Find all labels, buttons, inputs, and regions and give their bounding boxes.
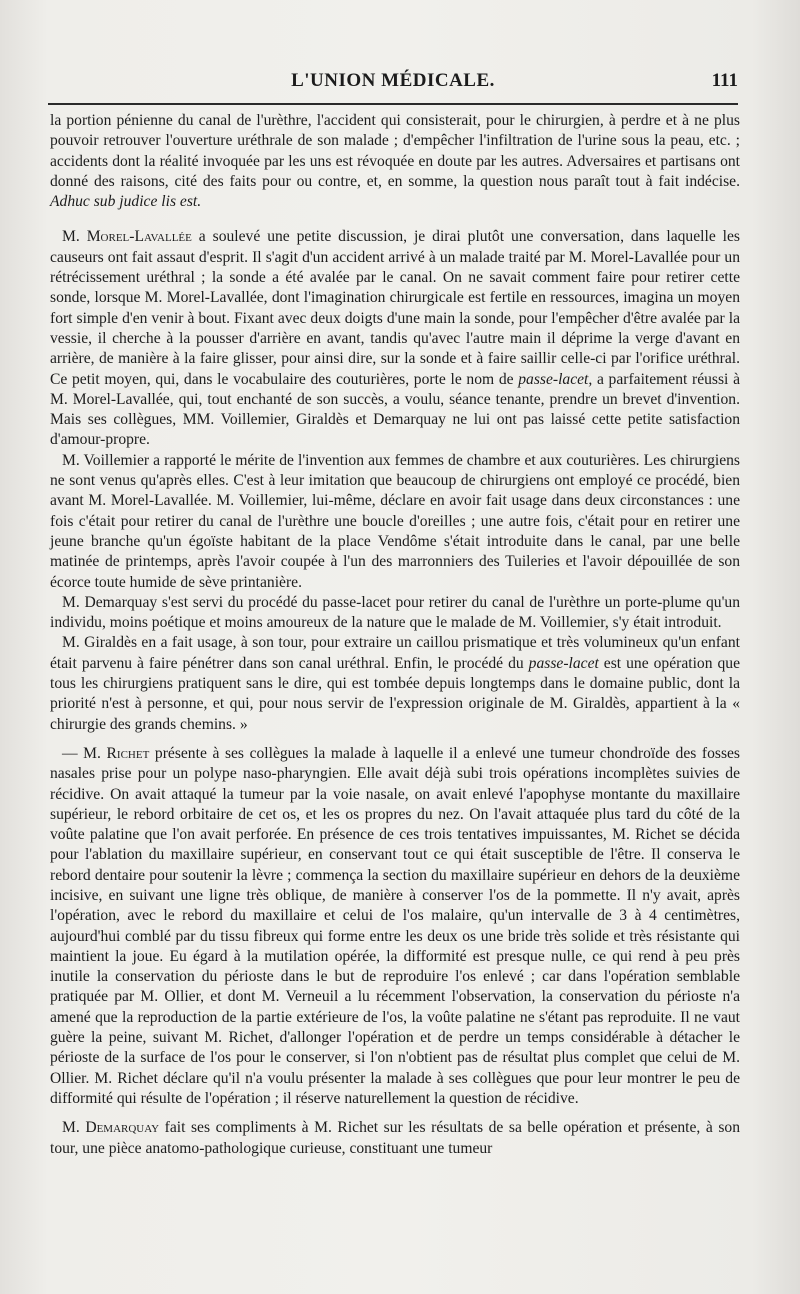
paragraph bbox=[50, 111, 740, 212]
text-segment: a soulevé une petite discussion, je dirai plutôt une conversation, dans laquelle les causeurs ont fait assaut d'esprit. Il s'agit d'un accident arrivé à un malade traité par M. Morel-Lavallée pour un rétrécissement uréthral ; la sonde a été avalée par le canal. On ne savait comment faire pour retirer cette sonde, lorsque M. Morel-Lavallée, dont l'imagination chirurgicale est fertile en ressources, imagina un moyen fort simple d'en venir à bout. Fixant avec deux doigts d'une main la sonde, pour l'empêcher d'être avalée par la vessie, il cherche à la pousser d'arrière en avant, tandis qu'avec l'autre main il déprime la verge d'avant en arrière, de manière à la faire glisser, pour ainsi dire, sur la sonde et à faire saillir celle-ci par l'orifice uréthral. Ce petit moyen, qui, dans le vocabulaire des couturières, porte le nom de bbox=[50, 228, 740, 388]
text-segment: la portion pénienne du canal de l'urèthre, l'accident qui consisterait, pour le chirurgien, à perdre et à ne plus pouvoir retrouver l'ouverture uréthrale de son malade ; d'empêcher l'infiltration de l'urine sous la peau, etc. ; accidents dont la réalité invoquée par les uns est révoquée en doute par les autres. Adversaires et partisans ont donné des raisons, cité des faits pour ou contre, et, en somme, la question nous paraît tout à fait indécise. bbox=[50, 112, 740, 190]
text-segment: — M. bbox=[62, 744, 107, 762]
text-segment: M. bbox=[62, 1119, 86, 1137]
text-segment: présente à ses collègues la malade à laquelle il a enlevé une tumeur chondroïde des fosses nasales prise pour un polype naso-pharyngien. Elle avait déjà subi trois opérations incomplètes suivies de récidive. On avait attaqué la tumeur par la voie nasale, on avait enlevé l'apophyse montante du maxillaire supérieur, le rebord orbitaire de cet os, et les os propres du nez. On l'avait attaquée plus tard du côté de la voûte palatine que l'on avait perforée. En présence de ces trois tentatives impuissantes, M. Richet se décida pour l'ablation du maxillaire supérieur, en conservant tout ce qui était susceptible de l'être. Il conserva le rebord dentaire pour soutenir la lèvre ; commença la section du maxillaire supérieur en dehors de la deuxième incisive, en suivant une ligne très oblique, de manière à conserver l'os de la pommette. Il n'y avait, après l'opération, avec le rebord du maxillaire et celui de l'os malaire, qu'un intervalle de 3 à 4 centimètres, aujourd'hui comblé par du tissu fibreux qui forme entre les deux os une bride très solide et très résistante qui maintient la joue. Eu égard à la mutilation opérée, la difformité est presque nulle, ce qui rend à peu près inutile la conservation du périoste dans le but de reproduire l'os enlevé ; car dans l'opération semblable pratiquée par M. Ollier, et dont M. Verneuil a lu récemment l'observation, la conservation du périoste n'a amené que la reproduction de la partie extérieure de l'os, la voûte palatine ne s'étant pas reproduite. Il ne vaut guère la peine, suivant M. Richet, d'allonger l'opération et de perdre un temps considérable à détacher le périoste de la surface de l'os pour le conserver, si l'on n'obtient pas de résultat plus complet que celui de M. Ollier. M. Richet déclare qu'il n'a voulu présenter la malade à ses collègues que pour leur montrer le peu de difformité qui résulte de l'opération ; il réserve naturellement la question de récidive. bbox=[50, 744, 741, 1107]
italic-text: passe-lacet bbox=[528, 654, 599, 672]
running-header bbox=[48, 70, 738, 100]
header-rule bbox=[48, 103, 738, 105]
journal-title: L'UNION MÉDICALE. bbox=[291, 70, 495, 91]
paragraph bbox=[50, 451, 740, 593]
text-segment: fait ses compliments à M. Richet sur les résultats de sa belle opération et présente, à son tour, une pièce anatomo-pathologique curieuse, constituant une tumeur bbox=[50, 1119, 740, 1157]
article-body bbox=[50, 111, 740, 1159]
paragraph bbox=[50, 633, 740, 734]
italic-text: passe-lacet, bbox=[518, 370, 593, 388]
page-number: 111 bbox=[711, 70, 738, 91]
text-segment: a parfaitement réussi à M. Morel-Lavallée, qui, tout enchanté de son succès, a voulu, séance tenante, prendre un brevet d'invention. Mais ses collègues, MM. Voillemier, Giraldès et Demarquay ne lui ont pas laissé cette petite satisfaction d'amour-propre. bbox=[50, 370, 740, 449]
speaker-name: Morel-Lavallée bbox=[86, 228, 192, 246]
paragraph bbox=[50, 593, 740, 634]
text-segment: est une opération que tous les chirurgiens pratiquent sans le dire, qui est tombée depuis longtemps dans le domaine public, dont la priorité n'est à personne, et qui, pour nous servir de l'expression originale de M. Giraldès, appartient à la « chirurgie des grands chemins. » bbox=[50, 654, 741, 733]
text-segment: M. bbox=[62, 228, 87, 246]
paragraph bbox=[50, 227, 740, 450]
text-segment: M. Demarquay s'est servi du procédé du passe-lacet pour retirer du canal de l'urèthre un porte-plume qu'un individu, moins poétique et moins amoureux de la nature que le malade de M. Voillemier, s'y était introduit. bbox=[50, 593, 740, 632]
speaker-name: Richet bbox=[106, 744, 150, 762]
text-segment: M. Voillemier a rapporté le mérite de l'invention aux femmes de chambre et aux couturières. Les chirurgiens ne sont venus qu'après elles. C'est à leur imitation que beaucoup de chirurgiens ont employé ce procédé, bien avant M. Morel-Lavallée. M. Voillemier, lui-même, déclare en avoir fait usage dans deux circonstances : une fois c'était pour retirer du canal de l'urèthre une boucle d'oreilles ; une autre fois, c'était pour en retirer une jeune branche qu'un égoïste habitant de la place Vendôme s'était introduite dans le canal, par une belle matinée de printemps, après l'avoir coupée à l'un des marronniers des Tuileries et l'avoir dépouillée de son écorce toute humide de sève printanière. bbox=[50, 451, 740, 591]
italic-text: Adhuc sub judice lis est. bbox=[50, 193, 202, 211]
text-segment: M. Giraldès en a fait usage, à son tour, pour extraire un caillou prismatique et très volumineux qu'un enfant était parvenu à faire pénétrer dans son canal uréthral. Enfin, le procédé du bbox=[50, 634, 740, 672]
paragraph bbox=[50, 744, 740, 1109]
paragraph bbox=[50, 1118, 740, 1159]
speaker-name: Demarquay bbox=[85, 1119, 160, 1137]
